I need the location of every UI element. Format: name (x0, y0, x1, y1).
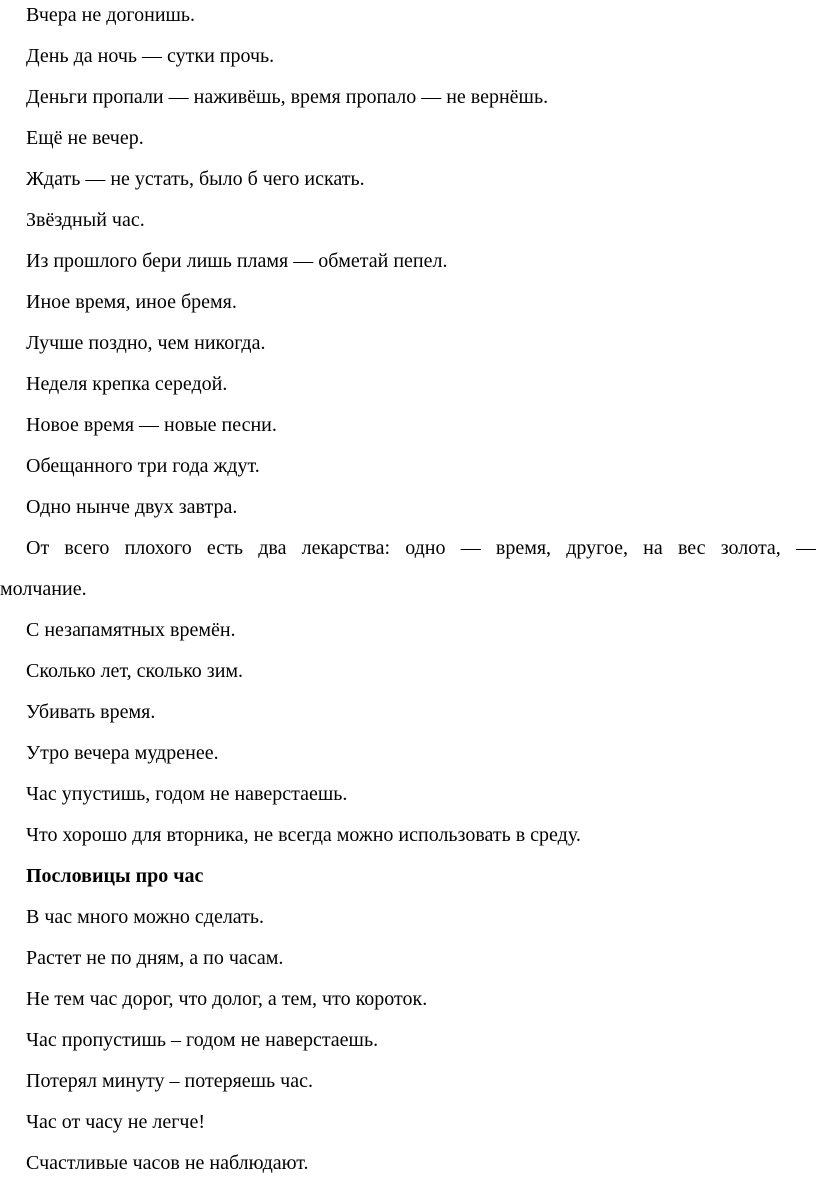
proverb-line: День да ночь — сутки прочь. (26, 45, 275, 67)
proverb-line: Неделя крепка середой. (26, 373, 228, 395)
proverb-line: Растет не по дням, а по часам. (26, 947, 284, 969)
proverb-line: Ждать — не устать, было б чего искать. (26, 168, 365, 190)
proverb-line: Из прошлого бери лишь пламя — обметай пепел. (26, 250, 448, 272)
proverb-line: С незапамятных времён. (26, 619, 236, 641)
proverb-line: Утро вечера мудренее. (26, 742, 219, 764)
proverb-line: Деньги пропали — наживёшь, время пропало — не вернёшь. (26, 86, 549, 108)
proverb-line: Сколько лет, сколько зим. (26, 660, 244, 682)
section-heading: Пословицы про час (26, 865, 204, 887)
proverb-line: Лучше поздно, чем никогда. (26, 332, 266, 354)
proverb-line: Счастливые часов не наблюдают. (26, 1152, 309, 1174)
proverb-line: Новое время — новые песни. (26, 414, 277, 436)
proverb-line: Обещанного три года ждут. (26, 455, 260, 477)
proverb-line: В час много можно сделать. (26, 906, 265, 928)
proverb-line: Что хорошо для вторника, не всегда можно использовать в среду. (26, 824, 581, 846)
proverb-line: От всего плохого есть два лекарства: одно — время, другое, на вес золота, — (26, 537, 816, 559)
proverb-line: Иное время, иное бремя. (26, 291, 237, 313)
proverb-line: Одно нынче двух завтра. (26, 496, 238, 518)
proverb-line-continuation: молчание. (0, 578, 87, 600)
proverb-line: Ещё не вечер. (26, 127, 144, 149)
proverb-line: Вчера не догонишь. (26, 4, 196, 26)
proverb-line: Потерял минуту – потеряешь час. (26, 1070, 313, 1092)
proverb-line: Убивать время. (26, 701, 156, 723)
proverb-line: Час пропустишь – годом не наверстаешь. (26, 1029, 379, 1051)
proverb-line: Звёздный час. (26, 209, 145, 231)
proverb-line: Не тем час дорог, что долог, а тем, что короток. (26, 988, 428, 1010)
proverb-line: Час от часу не легче! (26, 1111, 206, 1133)
proverb-line: Час упустишь, годом не наверстаешь. (26, 783, 348, 805)
